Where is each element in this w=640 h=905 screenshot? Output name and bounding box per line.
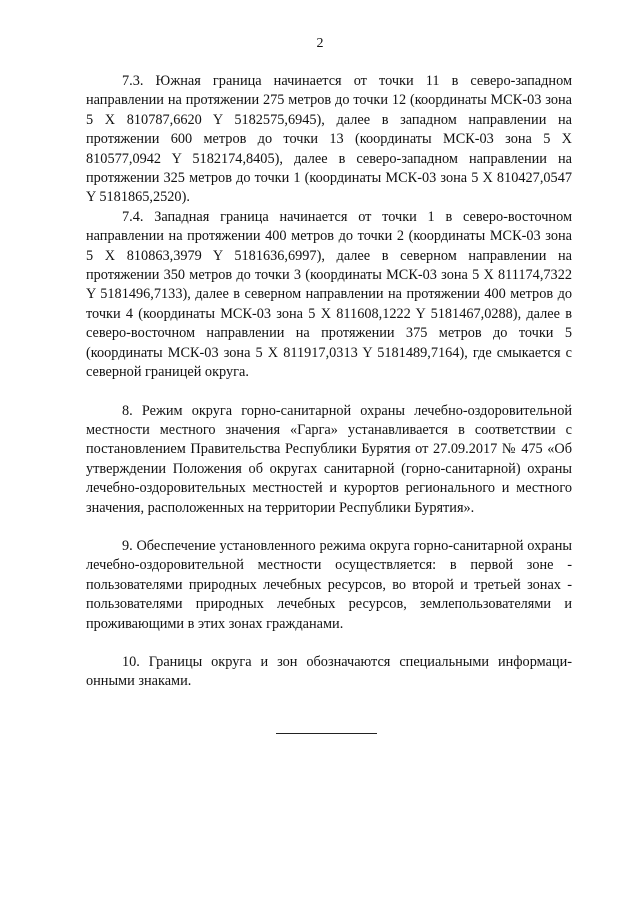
paragraph-spacer: [86, 518, 572, 537]
end-of-document-line: [276, 733, 377, 734]
paragraph-9: 9. Обеспечение установленного режима округа горно-санитарной охраны лечебно-оздоровительной местности осуществляется: в первой зоне - пользователями природных лечебных ресурсов, во второй и третьей зонах - пользователями природных лечебных ресурсов, землепользователями и проживающими в этих зонах гражданами.: [86, 537, 572, 632]
paragraph-10: 10. Границы округа и зон обозначаются специальными информационными знаками.: [86, 653, 572, 690]
paragraph-7-3: 7.3. Южная граница начинается от точки 11 в северо-западном направлении на протяжении 275 метров до точки 12 (координаты МСК-03 зона 5 X 810787,6620 Y 5182575,6945), далее в западном направлении на протяжении 600 метров до точки 13 (координаты МСК-03 зона 5 X 810577,0942 Y 5182174,8405), далее в северо-западном направлении на протяжении 325 метров до точки 1 (координаты МСК-03 зона 5 X 810427,0547 Y 5181865,2520).: [86, 73, 572, 206]
paragraph-8: 8. Режим округа горно-санитарной охраны лечебно-оздоровительной местности местного значения «Гарга» устанавливается в соответствии с постановлением Правительства Республики Бурятия от 27.09.2017 № 475 «Об утверждении Положения об округах санитарной (горно-санитарной) охраны лечебно-оздоровительных местностей и курортов регионального и местного значения, расположенных на территории Республики Бурятия».: [86, 402, 572, 516]
paragraph-spacer: [86, 383, 572, 402]
paragraph-spacer: [86, 634, 572, 653]
document-body: [86, 72, 572, 692]
page-number: 2: [316, 36, 324, 51]
paragraph-7-4: 7.4. Западная граница начинается от точки 1 в северо-восточном направлении на протяжении 400 метров до точки 2 (координаты МСК-03 зона 5 X 810863,3979 Y 5181636,6997), далее в северном направлении на протяжении 350 метров до точки 3 (координаты МСК-03 зона 5 X 811174,7322 Y 5181496,7133), далее в северном направлении на протяжении 400 метров до точки 4 (координаты МСК-03 зона 5 X 811608,1222 Y 5181467,0288), далее в северо-восточном направлении на протяжении 375 метров до точки 5 (координаты МСК-03 зона 5 X 811917,0313 Y 5181489,7164), где смыкается с северной границей округа.: [86, 208, 572, 381]
